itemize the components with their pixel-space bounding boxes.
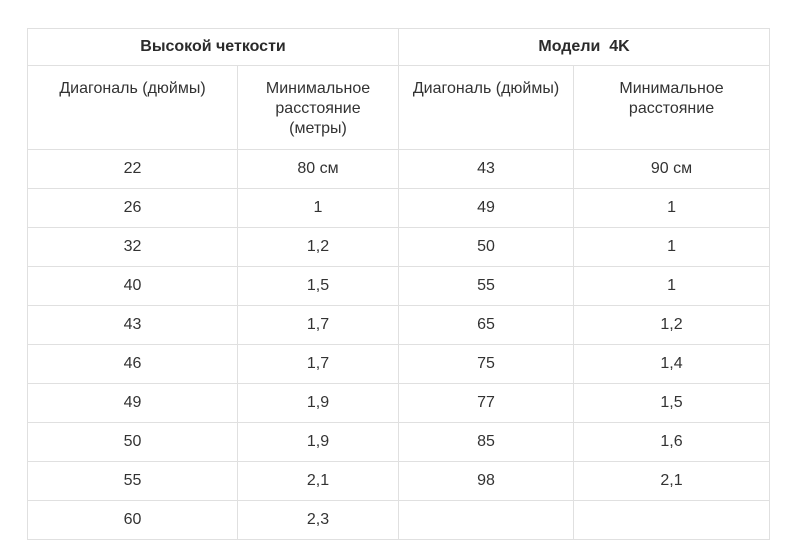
cell-4k-distance: 2,1 [574, 462, 770, 501]
col-header-4k-min-distance: Минимальное расстояние [574, 66, 770, 150]
cell-4k-distance: 1,6 [574, 423, 770, 462]
cell-4k-distance: 1 [574, 267, 770, 306]
cell-hd-distance: 1,9 [238, 384, 399, 423]
table-row [28, 150, 770, 189]
cell-hd-distance: 80 см [238, 150, 399, 189]
cell-hd-diagonal: 40 [28, 267, 238, 306]
table-row [28, 228, 770, 267]
cell-hd-distance: 1,5 [238, 267, 399, 306]
cell-hd-diagonal: 49 [28, 384, 238, 423]
cell-4k-distance [574, 501, 770, 540]
group-header-row [28, 29, 770, 66]
table-row [28, 345, 770, 384]
cell-hd-diagonal: 46 [28, 345, 238, 384]
cell-4k-distance: 1 [574, 189, 770, 228]
cell-4k-distance: 1,4 [574, 345, 770, 384]
cell-4k-distance: 1,2 [574, 306, 770, 345]
cell-4k-diagonal [399, 501, 574, 540]
cell-hd-diagonal: 60 [28, 501, 238, 540]
cell-4k-diagonal: 98 [399, 462, 574, 501]
cell-hd-distance: 1,7 [238, 306, 399, 345]
cell-hd-distance: 2,1 [238, 462, 399, 501]
cell-hd-diagonal: 43 [28, 306, 238, 345]
cell-hd-diagonal: 32 [28, 228, 238, 267]
col-header-hd-diagonal: Диагональ (дюймы) [28, 66, 238, 150]
table-row [28, 306, 770, 345]
tv-viewing-distance-table-container [27, 28, 770, 540]
cell-4k-distance: 1 [574, 228, 770, 267]
col-header-hd-min-distance: Минимальное расстояние (метры) [238, 66, 399, 150]
cell-hd-diagonal: 22 [28, 150, 238, 189]
cell-4k-diagonal: 50 [399, 228, 574, 267]
cell-hd-diagonal: 50 [28, 423, 238, 462]
table-row [28, 189, 770, 228]
cell-4k-diagonal: 55 [399, 267, 574, 306]
group-header-4k: Модели 4K [399, 29, 770, 66]
cell-4k-diagonal: 43 [399, 150, 574, 189]
cell-4k-diagonal: 77 [399, 384, 574, 423]
cell-4k-diagonal: 75 [399, 345, 574, 384]
cell-4k-diagonal: 65 [399, 306, 574, 345]
cell-4k-diagonal: 49 [399, 189, 574, 228]
col-header-4k-diagonal: Диагональ (дюймы) [399, 66, 574, 150]
cell-hd-distance: 1,2 [238, 228, 399, 267]
table-row [28, 267, 770, 306]
cell-hd-diagonal: 26 [28, 189, 238, 228]
cell-4k-distance: 1,5 [574, 384, 770, 423]
group-header-hd: Высокой четкости [28, 29, 399, 66]
table-row [28, 423, 770, 462]
cell-hd-distance: 1,9 [238, 423, 399, 462]
cell-hd-distance: 1 [238, 189, 399, 228]
cell-hd-distance: 1,7 [238, 345, 399, 384]
cell-hd-diagonal: 55 [28, 462, 238, 501]
cell-4k-diagonal: 85 [399, 423, 574, 462]
table-row [28, 501, 770, 540]
table-row [28, 462, 770, 501]
cell-4k-distance: 90 см [574, 150, 770, 189]
tv-viewing-distance-table [27, 28, 770, 540]
table-row [28, 384, 770, 423]
column-header-row [28, 66, 770, 150]
cell-hd-distance: 2,3 [238, 501, 399, 540]
